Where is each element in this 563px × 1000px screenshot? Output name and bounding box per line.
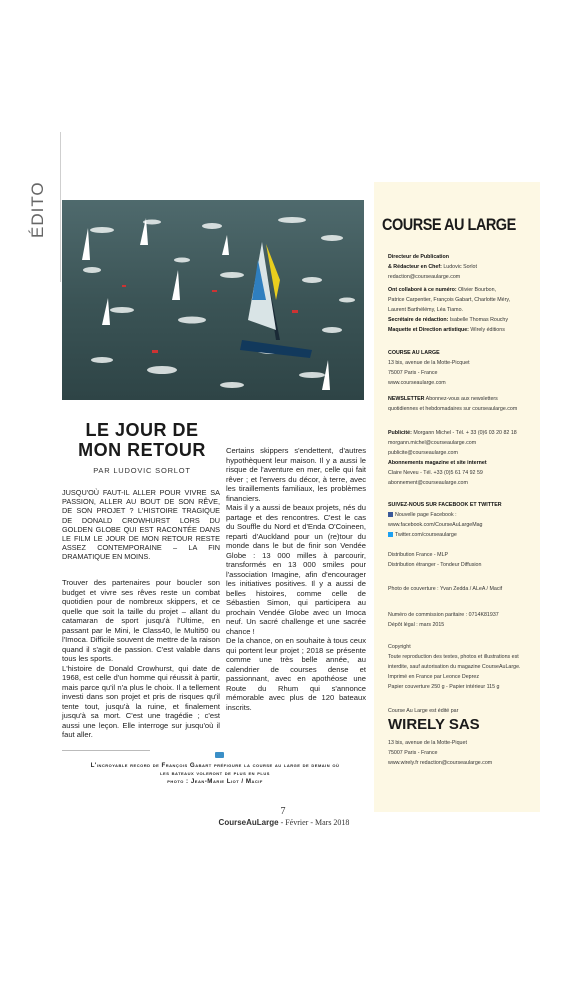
masthead-text: www.facebook.com/CourseAuLargeMag [388, 522, 483, 528]
masthead-line [388, 708, 458, 715]
masthead-line [388, 254, 449, 261]
masthead-text: quotidiennes et hebdomadaires sur courseaularge.com [388, 406, 518, 412]
masthead-text: 75007 Paris - France [388, 370, 438, 376]
masthead-line [388, 740, 467, 747]
masthead-text: redaction@courseaularge.com [388, 274, 461, 280]
article-photo [62, 200, 364, 400]
section-label: ÉDITO [28, 181, 47, 238]
masthead-text: Nouvelle page Facebook : [395, 512, 457, 518]
masthead-line [388, 612, 499, 619]
camera-icon [215, 752, 224, 758]
masthead-text: publicite@courseaularge.com [388, 450, 458, 456]
masthead-text: Distribution étranger - Tondeur Diffusion [388, 562, 482, 568]
title-line-1: LE JOUR DE [85, 420, 199, 440]
masthead-line [388, 562, 481, 569]
masthead-label: Publicité: [388, 430, 412, 436]
masthead-line [388, 287, 496, 294]
twitter-icon [388, 532, 393, 537]
article-lead: JUSQU'OÙ FAUT-IL ALLER POUR VIVRE SA PASSION, ALLER AU BOUT DE SON RÊVE, DE SON PROJET ? L'HISTOIRE TRAGIQUE DE DONALD CROWHURST LORS DU GOLDEN GLOBE QUI EST RACONTÉE DANS LE FILM LE JOUR DE MON RETOUR RESTE ASSEZ CONTEMPORAINE – LA FIN DRAMATIQUE EN MOINS. [62, 488, 220, 562]
masthead-line [388, 644, 411, 651]
masthead-text: Numéro de commission paritaire : 0714K81937 [388, 612, 499, 618]
photo-caption [40, 762, 390, 786]
masthead-line [388, 552, 448, 559]
masthead-label: Ont collaboré à ce numéro: [388, 287, 457, 293]
title-line-2: MON RETOUR [78, 440, 206, 460]
masthead-line [388, 450, 458, 457]
masthead-line [388, 622, 444, 629]
masthead-line [388, 350, 440, 357]
section-tag [22, 180, 66, 240]
masthead-label: COURSE AU LARGE [388, 350, 440, 356]
magazine-logo: COURSE AU LARGE [382, 216, 516, 235]
masthead-text: Ludovic Sorlot [441, 264, 477, 270]
masthead-label: SUIVEZ-NOUS SUR FACEBOOK ET TWITTER [388, 502, 502, 508]
masthead-line [388, 360, 470, 367]
footer-brand: CourseAuLarge [218, 818, 279, 827]
masthead-box [374, 182, 540, 812]
sailing-fleet-photo [62, 200, 364, 400]
masthead-line [388, 674, 479, 681]
masthead-line [388, 750, 437, 757]
masthead-text: Twitter.com/courseaularge [395, 532, 457, 538]
masthead-line [388, 430, 517, 437]
masthead-line [388, 522, 483, 529]
masthead-text: Morgann Michel - Tél. + 33 (0)6 03 20 82 18 [411, 430, 517, 436]
masthead-text: Olivier Bourbon, [456, 287, 497, 293]
masthead-label: NEWSLETTER [388, 396, 425, 402]
paragraph: L'histoire de Donald Crowhurst, qui date de 1968, est celle d'un homme qui réussit à partir, mais parce qu'il n'a plus le choix. Il a tellement investi dans son projet et pris de risques qu'il tente tout, jusqu'à la ruine, et finalement jusqu'à sa mort. C'est une tragédie ; c'est aussi une leçon. Elle interroge sur jusqu'où il faut aller. [62, 663, 220, 739]
masthead-text: Dépôt légal : mars 2015 [388, 622, 445, 628]
masthead-label: Abonnements magazine et site internet [388, 460, 487, 466]
masthead-text: www.courseaularge.com [388, 380, 446, 386]
masthead-line [388, 264, 477, 271]
masthead-line [388, 406, 517, 413]
masthead-text: Claire Neveu - Tél. +33 (0)5 61 74 92 59 [388, 470, 483, 476]
facebook-icon [388, 512, 393, 517]
caption-line: les bateaux voleront de plus en plus [160, 770, 270, 777]
masthead-line [388, 760, 492, 767]
masthead-text: Wirely éditions [468, 327, 505, 333]
page-number: 7 [280, 806, 286, 817]
masthead-label: Secrétaire de rédaction: [388, 317, 449, 323]
paragraph: Trouver des partenaires pour boucler son budget et vivre ses rêves reste un combat quotidien pour de nombreux skippers, et ce quelle que soit la taille du projet – allant du catamaran de sport jusqu'à l'Ultime, en passant par le Mini, le Class40, le Multi50 ou l'Imoca. Difficile souvent de mettre de la raison quand il s'agit de passion. C'est valable dans tous les sports. [62, 578, 220, 663]
masthead-line [388, 654, 519, 661]
masthead-text: 13 bis, avenue de la Motte-Piquet [388, 740, 467, 746]
masthead-text: 13 bis, avenue de la Motte-Picquet [388, 360, 470, 366]
article-title [62, 420, 222, 460]
page-footer [150, 818, 418, 827]
masthead-line [388, 460, 487, 467]
masthead-text: Papier couverture 250 g - Papier intérieur 115 g [388, 684, 500, 690]
paragraph: Mais il y a aussi de beaux projets, nés du partage et des rencontres. C'est le cas du Souffle du Nord et d'Enda O'Coineen, reparti d'Auckland pour un (re)tour du monde dans le but de finir son Vendée Globe : 13 000 milles à parcourir, transformés en 13 000 smiles pour l'association Imagine, afin d'encourager les initiatives positives. Il y a aussi de belles histoires, comme celle de Sébastien Simon, qui participera au prochain Vendée Globe avec un Imoca neuf. Un sacré challenge et une sacrée chance ! [226, 503, 366, 636]
masthead-line [388, 684, 500, 691]
masthead-label: Directeur de Publication [388, 254, 449, 260]
masthead-text: abonnement@courseaularge.com [388, 480, 468, 486]
masthead-text: interdite, sauf autorisation du magazine CourseAuLarge. [388, 664, 521, 670]
masthead-text: Toute reproduction des textes, photos et illustrations est [388, 654, 519, 660]
caption-line: L'incroyable record de François Gabart préfigure la course au large de demain où [90, 762, 340, 769]
masthead-line [388, 327, 505, 334]
article-column-1 [62, 578, 220, 740]
masthead-text: Patrice Carpentier, François Gabart, Charlotte Méry, [388, 297, 511, 303]
masthead-label: & Rédacteur en Chef: [388, 264, 442, 270]
byline: PAR LUDOVIC SORLOT [93, 466, 191, 475]
masthead-line [388, 307, 463, 314]
paragraph: De la chance, on en souhaite à tous ceux qui portent leur projet ; 2018 se présente comme une très belle année, au calendrier de courses dense et passionnant, avec en apothéose une Route du Rhum qui s'annonce mémorable avec plus de 120 bateaux inscrits. [226, 636, 366, 712]
caption-credit: photo : Jean-Marie Liot / Macif [167, 778, 263, 785]
masthead-line [388, 664, 521, 671]
masthead-line [388, 274, 460, 281]
publisher-logo: WIRELY SAS [388, 716, 480, 733]
masthead-line [388, 502, 502, 509]
paragraph: Certains skippers s'endettent, d'autres hypothèquent leur maison. Il y a aussi le risque de l'aventure en mer, celle qui fait rêver ; et l'envers du décor, à terre, avec les tiraillements familiaux, les problèmes financiers. [226, 446, 366, 503]
masthead-text: www.wirely.fr redaction@courseaularge.com [388, 760, 493, 766]
masthead-line [388, 396, 498, 403]
masthead-line [388, 380, 446, 387]
masthead-text: Course Au Large est édité par [388, 708, 459, 714]
masthead-line [388, 512, 457, 519]
masthead-line [388, 586, 502, 593]
masthead-text: Imprimé en France par Leonce Deprez [388, 674, 479, 680]
masthead-line [388, 297, 510, 304]
masthead-line [388, 317, 508, 324]
article-column-2 [226, 446, 366, 712]
masthead-text: morgann.michel@courseaularge.com [388, 440, 477, 446]
masthead-text: Copyright [388, 644, 411, 650]
masthead-line [388, 480, 468, 487]
masthead-text: Photo de couverture : Yvan Zedda / ALeA / Macif [388, 586, 503, 592]
masthead-line [388, 440, 476, 447]
masthead-text: Abonnez-vous aux newsletters [424, 396, 498, 402]
caption-divider [62, 750, 150, 751]
masthead-line [388, 470, 483, 477]
masthead-line [388, 370, 437, 377]
masthead-line [388, 532, 457, 539]
masthead-text: 75007 Paris - France [388, 750, 438, 756]
masthead-label: Maquette et Direction artistique: [388, 327, 469, 333]
masthead-text: Isabelle Thomas Rouchy [448, 317, 509, 323]
masthead-text: Laurent Barthélémy, Léa Tiamo. [388, 307, 463, 313]
masthead-text: Distribution France - MLP [388, 552, 449, 558]
footer-issue: - Février - Mars 2018 [278, 818, 350, 827]
